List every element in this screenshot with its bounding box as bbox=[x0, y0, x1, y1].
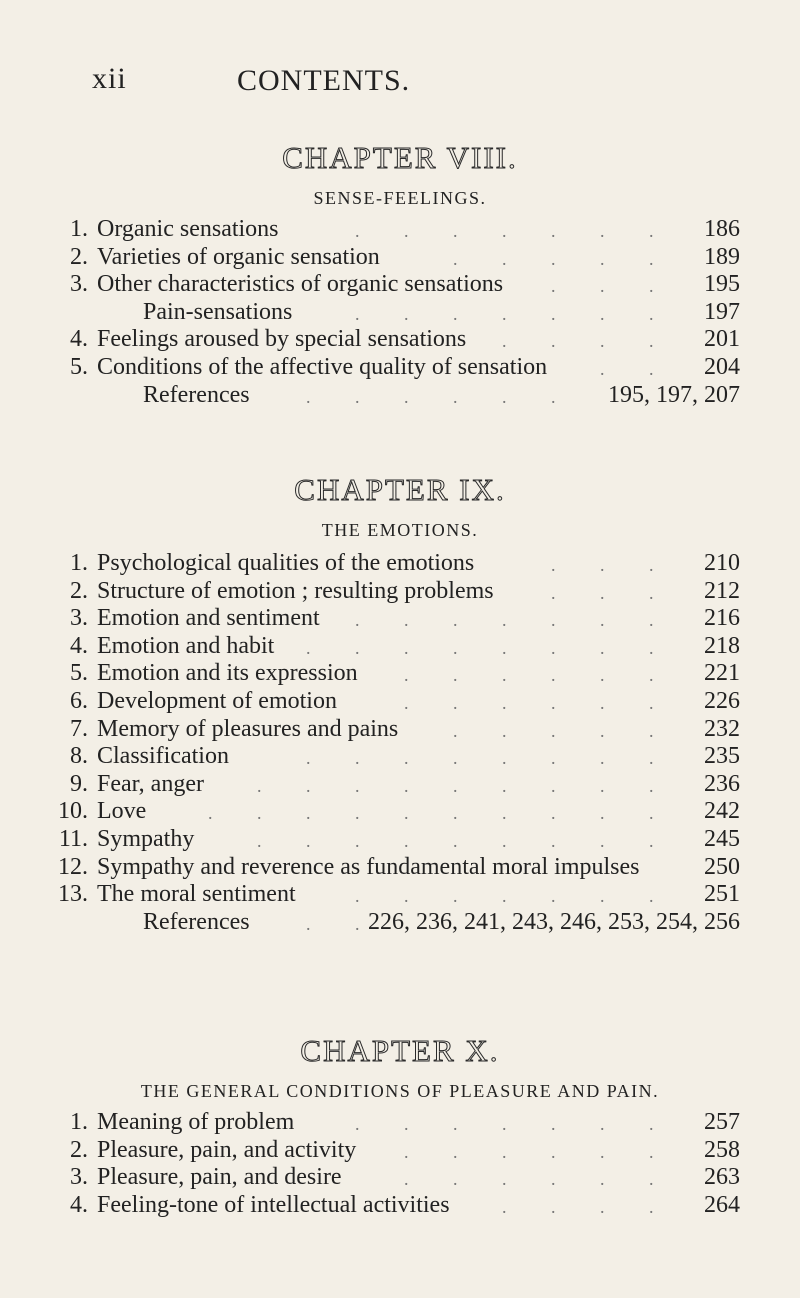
leader-dot: . bbox=[600, 1196, 605, 1217]
toc-entry bbox=[0, 326, 800, 354]
leader-dot: . bbox=[551, 1141, 556, 1162]
entry-page: 216 bbox=[704, 605, 740, 632]
chapter-heading bbox=[0, 472, 800, 508]
leader-dot: . bbox=[306, 386, 311, 407]
entry-title: Memory of pleasures and pains bbox=[97, 715, 399, 742]
leader-dot: . bbox=[551, 386, 556, 407]
leader-dot: . bbox=[306, 775, 311, 796]
leader-dot: . bbox=[600, 1114, 605, 1134]
leader-dot: . bbox=[649, 248, 654, 269]
chapter-heading bbox=[0, 1033, 800, 1069]
entry-page: 251 bbox=[704, 881, 740, 908]
leader-dot: . bbox=[600, 1141, 605, 1162]
leader-dot: . bbox=[600, 886, 605, 907]
entry-page: 197 bbox=[704, 298, 740, 325]
leader-dot: . bbox=[600, 775, 605, 796]
entry-page: 242 bbox=[704, 798, 740, 825]
leader-dot: . bbox=[600, 610, 605, 631]
running-title: CONTENTS. bbox=[237, 64, 411, 97]
leader-dot: . bbox=[551, 1196, 556, 1217]
leader-dot: . bbox=[649, 748, 654, 769]
leader-dot: . bbox=[502, 610, 507, 631]
entry-title: Emotion and habit bbox=[97, 632, 275, 659]
leader-dot: . bbox=[551, 1169, 556, 1190]
leader-dot: . bbox=[453, 775, 458, 796]
entry-page: 232 bbox=[704, 715, 740, 742]
entry-title: Emotion and sentiment bbox=[97, 605, 320, 632]
leader-dot: . bbox=[600, 1169, 605, 1190]
leader-dot: . bbox=[453, 692, 458, 713]
leader-dot: . bbox=[551, 720, 556, 741]
toc-entry bbox=[0, 798, 800, 826]
entry-number: 4. bbox=[70, 632, 88, 659]
entry-title: Love bbox=[97, 798, 147, 825]
leader-dot: . bbox=[355, 303, 360, 324]
leader-dot: . bbox=[404, 303, 409, 324]
leader-dot: . bbox=[404, 665, 409, 686]
chapter-title: CHAPTER X. bbox=[300, 1033, 500, 1068]
leader-dot: . bbox=[600, 803, 605, 824]
toc-entry bbox=[0, 660, 800, 688]
leader-dot: . bbox=[600, 720, 605, 741]
leader-dot: . bbox=[502, 1169, 507, 1190]
leader-dot: . bbox=[355, 637, 360, 658]
entry-title: Feelings aroused by special sensations bbox=[97, 326, 467, 353]
leader-dot: . bbox=[649, 692, 654, 713]
toc-entry bbox=[0, 550, 800, 578]
leader-dot: . bbox=[404, 1141, 409, 1162]
entry-title: Conditions of the affective quality of sensation bbox=[97, 353, 548, 380]
entry-page: 264 bbox=[704, 1191, 740, 1218]
leader-dot: . bbox=[551, 886, 556, 907]
toc-entry bbox=[0, 1192, 800, 1220]
leader-dot: . bbox=[502, 692, 507, 713]
leader-dot: . bbox=[502, 248, 507, 269]
entry-title: Structure of emotion ; resulting problems bbox=[97, 577, 494, 604]
leader-dot: . bbox=[502, 221, 507, 241]
entry-title: Feeling-tone of intellectual activities bbox=[97, 1191, 450, 1218]
leader-dot: . bbox=[551, 582, 556, 603]
leader-dot: . bbox=[551, 221, 556, 241]
chapter-title: CHAPTER IX. bbox=[294, 472, 506, 507]
leader-dot: . bbox=[502, 331, 507, 352]
toc-entry bbox=[0, 578, 800, 606]
entry-page: 195, 197, 207 bbox=[608, 381, 740, 408]
leader-dot: . bbox=[404, 748, 409, 769]
leader-dot: . bbox=[649, 665, 654, 686]
leader-dot: . bbox=[600, 358, 605, 379]
leader-dot: . bbox=[502, 637, 507, 658]
entry-title: References bbox=[143, 381, 250, 408]
leader-dot: . bbox=[453, 637, 458, 658]
leader-dot: . bbox=[355, 775, 360, 796]
leader-dot: . bbox=[600, 276, 605, 297]
leader-dot: . bbox=[551, 637, 556, 658]
leader-dot: . bbox=[306, 637, 311, 658]
leader-dot: . bbox=[551, 610, 556, 631]
entry-number: 10. bbox=[58, 798, 88, 825]
leader-dot: . bbox=[355, 610, 360, 631]
chapter-subtitle: THE GENERAL CONDITIONS OF PLEASURE AND PAIN. bbox=[140, 1081, 660, 1101]
leader-dot: . bbox=[355, 913, 360, 934]
chapter-entries bbox=[0, 550, 800, 936]
entry-number: 2. bbox=[70, 1136, 88, 1163]
leader-dot: . bbox=[551, 692, 556, 713]
leader-dot: . bbox=[453, 1141, 458, 1162]
chapter-title: CHAPTER VIII. bbox=[282, 140, 518, 175]
entry-number: 4. bbox=[70, 326, 88, 353]
entry-title: Classification bbox=[97, 743, 229, 770]
entry-page: 226, 236, 241, 243, 246, 253, 254, 256 bbox=[368, 908, 740, 935]
entry-page: 258 bbox=[704, 1136, 740, 1163]
leader-dot: . bbox=[502, 1141, 507, 1162]
entry-title: Pleasure, pain, and activity bbox=[97, 1136, 357, 1163]
toc-entry bbox=[0, 1109, 800, 1137]
leader-dot: . bbox=[502, 1114, 507, 1134]
leader-dot: . bbox=[355, 1114, 360, 1134]
leader-dot: . bbox=[355, 386, 360, 407]
leader-dot: . bbox=[600, 582, 605, 603]
leader-dot: . bbox=[404, 1114, 409, 1134]
entry-page: 257 bbox=[704, 1109, 740, 1135]
toc-entry bbox=[0, 299, 800, 327]
leader-dot: . bbox=[600, 665, 605, 686]
chapter-subtitle: SENSE-FEELINGS. bbox=[313, 188, 487, 208]
entry-number: 8. bbox=[70, 743, 88, 770]
leader-dot: . bbox=[404, 637, 409, 658]
leader-dot: . bbox=[551, 248, 556, 269]
entry-number: 5. bbox=[70, 353, 88, 380]
entry-title: Pain-sensations bbox=[143, 298, 293, 325]
leader-dot: . bbox=[649, 1114, 654, 1134]
leader-dot: . bbox=[453, 248, 458, 269]
leader-dot: . bbox=[404, 886, 409, 907]
leader-dot: . bbox=[355, 886, 360, 907]
toc-entry bbox=[0, 854, 800, 882]
leader-dot: . bbox=[551, 555, 556, 575]
leader-dot: . bbox=[404, 386, 409, 407]
entry-number: 3. bbox=[70, 605, 88, 632]
leader-dot: . bbox=[453, 720, 458, 741]
entry-title: Emotion and its expression bbox=[97, 660, 358, 687]
leader-dot: . bbox=[649, 331, 654, 352]
toc-entry bbox=[0, 633, 800, 661]
leader-dot: . bbox=[404, 803, 409, 824]
leader-dot: . bbox=[404, 830, 409, 851]
leader-dot: . bbox=[355, 830, 360, 851]
toc-entry bbox=[0, 605, 800, 633]
toc-entry bbox=[0, 1164, 800, 1192]
leader-dot: . bbox=[649, 803, 654, 824]
entry-number: 11. bbox=[58, 825, 88, 852]
leader-dot: . bbox=[649, 1196, 654, 1217]
leader-dot: . bbox=[502, 386, 507, 407]
entry-page: 226 bbox=[704, 687, 740, 714]
leader-dot: . bbox=[649, 886, 654, 907]
toc-entry bbox=[0, 716, 800, 744]
leader-dot: . bbox=[306, 803, 311, 824]
toc-entry bbox=[0, 771, 800, 799]
leader-dot: . bbox=[649, 582, 654, 603]
leader-dot: . bbox=[600, 221, 605, 241]
entry-title: Development of emotion bbox=[97, 687, 337, 714]
entry-number: 2. bbox=[70, 243, 88, 270]
leader-dot: . bbox=[208, 803, 213, 824]
leader-dot: . bbox=[649, 276, 654, 297]
entry-page: 186 bbox=[704, 216, 740, 242]
leader-dot: . bbox=[306, 913, 311, 934]
leader-dot: . bbox=[649, 358, 654, 379]
leader-dot: . bbox=[355, 221, 360, 241]
leader-dot: . bbox=[257, 775, 262, 796]
leader-dot: . bbox=[404, 692, 409, 713]
leader-dot: . bbox=[502, 665, 507, 686]
chapter-subtitle-wrap bbox=[0, 1081, 800, 1102]
leader-dot: . bbox=[649, 637, 654, 658]
leader-dot: . bbox=[404, 1169, 409, 1190]
entry-number: 12. bbox=[58, 853, 88, 880]
entry-number: 13. bbox=[58, 881, 88, 908]
toc-entry bbox=[0, 881, 800, 909]
leader-dot: . bbox=[453, 303, 458, 324]
entry-page: 201 bbox=[704, 326, 740, 353]
leader-dot: . bbox=[649, 1169, 654, 1190]
entry-page: 250 bbox=[704, 853, 740, 880]
entry-number: 3. bbox=[70, 271, 88, 298]
leader-dot: . bbox=[355, 748, 360, 769]
entry-number: 5. bbox=[70, 660, 88, 687]
leader-dot: . bbox=[600, 303, 605, 324]
page-header bbox=[0, 62, 800, 102]
entry-page: 263 bbox=[704, 1164, 740, 1191]
entry-title: Other characteristics of organic sensations bbox=[97, 271, 504, 298]
toc-entry bbox=[0, 743, 800, 771]
leader-dot: . bbox=[551, 775, 556, 796]
leader-dot: . bbox=[551, 1114, 556, 1134]
leader-dot: . bbox=[600, 637, 605, 658]
leader-dot: . bbox=[502, 1196, 507, 1217]
leader-dot: . bbox=[502, 803, 507, 824]
entry-title: Psychological qualities of the emotions bbox=[97, 550, 475, 576]
toc-entry bbox=[0, 354, 800, 382]
entry-page: 236 bbox=[704, 770, 740, 797]
leader-dot: . bbox=[649, 221, 654, 241]
leader-dot: . bbox=[649, 555, 654, 575]
leader-dot: . bbox=[453, 1169, 458, 1190]
leader-dot: . bbox=[551, 303, 556, 324]
leader-dot: . bbox=[404, 610, 409, 631]
entry-title: Meaning of problem bbox=[97, 1109, 295, 1135]
toc-entry bbox=[0, 826, 800, 854]
entry-page: 210 bbox=[704, 550, 740, 576]
entry-page: 218 bbox=[704, 632, 740, 659]
chapter-subtitle: THE EMOTIONS. bbox=[321, 520, 479, 540]
leader-dot: . bbox=[649, 720, 654, 741]
leader-dot: . bbox=[600, 830, 605, 851]
toc-entry bbox=[0, 382, 800, 410]
leader-dot: . bbox=[257, 803, 262, 824]
chapter-entries bbox=[0, 1109, 800, 1219]
toc-entry bbox=[0, 909, 800, 937]
leader-dot: . bbox=[600, 331, 605, 352]
entry-title: References bbox=[143, 908, 250, 935]
entry-title: Pleasure, pain, and desire bbox=[97, 1164, 342, 1191]
entry-number: 7. bbox=[70, 715, 88, 742]
leader-dot: . bbox=[551, 748, 556, 769]
chapter-heading bbox=[0, 140, 800, 176]
leader-dot: . bbox=[649, 1141, 654, 1162]
page-number: xii bbox=[92, 62, 127, 95]
leader-dot: . bbox=[306, 830, 311, 851]
leader-dot: . bbox=[600, 748, 605, 769]
leader-dot: . bbox=[453, 1114, 458, 1134]
leader-dot: . bbox=[551, 830, 556, 851]
leader-dot: . bbox=[649, 303, 654, 324]
chapter-subtitle-wrap bbox=[0, 188, 800, 209]
toc-entry bbox=[0, 216, 800, 244]
leader-dot: . bbox=[551, 331, 556, 352]
leader-dot: . bbox=[404, 221, 409, 241]
leader-dot: . bbox=[453, 803, 458, 824]
leader-dot: . bbox=[502, 775, 507, 796]
entry-page: 195 bbox=[704, 271, 740, 298]
entry-title: Varieties of organic sensation bbox=[97, 243, 380, 270]
entry-number: 9. bbox=[70, 770, 88, 797]
entry-title: Fear, anger bbox=[97, 770, 204, 797]
toc-entry bbox=[0, 1137, 800, 1165]
entry-page: 212 bbox=[704, 577, 740, 604]
leader-dot: . bbox=[502, 830, 507, 851]
leader-dot: . bbox=[355, 803, 360, 824]
leader-dot: . bbox=[600, 248, 605, 269]
entry-title: The moral sentiment bbox=[97, 881, 296, 908]
leader-dot: . bbox=[502, 886, 507, 907]
leader-dot: . bbox=[453, 665, 458, 686]
entry-page: 221 bbox=[704, 660, 740, 687]
entry-number: 3. bbox=[70, 1164, 88, 1191]
entry-number: 2. bbox=[70, 577, 88, 604]
leader-dot: . bbox=[257, 830, 262, 851]
entry-number: 1. bbox=[70, 1109, 88, 1135]
leader-dot: . bbox=[649, 610, 654, 631]
entry-title: Sympathy bbox=[97, 825, 195, 852]
leader-dot: . bbox=[306, 748, 311, 769]
entry-page: 245 bbox=[704, 825, 740, 852]
leader-dot: . bbox=[502, 303, 507, 324]
leader-dot: . bbox=[649, 830, 654, 851]
toc-entry bbox=[0, 271, 800, 299]
entry-title: Organic sensations bbox=[97, 216, 279, 242]
toc-entry bbox=[0, 244, 800, 272]
leader-dot: . bbox=[453, 748, 458, 769]
leader-dot: . bbox=[551, 803, 556, 824]
leader-dot: . bbox=[600, 692, 605, 713]
entry-page: 204 bbox=[704, 353, 740, 380]
leader-dot: . bbox=[453, 830, 458, 851]
leader-dot: . bbox=[453, 386, 458, 407]
leader-dot: . bbox=[649, 775, 654, 796]
leader-dot: . bbox=[502, 748, 507, 769]
chapter-entries bbox=[0, 216, 800, 409]
entry-title: Sympathy and reverence as fundamental moral impulses bbox=[97, 853, 640, 880]
leader-dot: . bbox=[600, 555, 605, 575]
leader-dot: . bbox=[453, 610, 458, 631]
chapter-subtitle-wrap bbox=[0, 520, 800, 541]
entry-page: 235 bbox=[704, 743, 740, 770]
leader-dot: . bbox=[502, 720, 507, 741]
toc-entry bbox=[0, 688, 800, 716]
leader-dot: . bbox=[404, 775, 409, 796]
leader-dot: . bbox=[551, 276, 556, 297]
entry-number: 4. bbox=[70, 1191, 88, 1218]
leader-dot: . bbox=[453, 221, 458, 241]
leader-dot: . bbox=[551, 665, 556, 686]
leader-dot: . bbox=[453, 886, 458, 907]
entry-number: 6. bbox=[70, 687, 88, 714]
entry-number: 1. bbox=[70, 550, 88, 576]
entry-page: 189 bbox=[704, 243, 740, 270]
entry-number: 1. bbox=[70, 216, 88, 242]
